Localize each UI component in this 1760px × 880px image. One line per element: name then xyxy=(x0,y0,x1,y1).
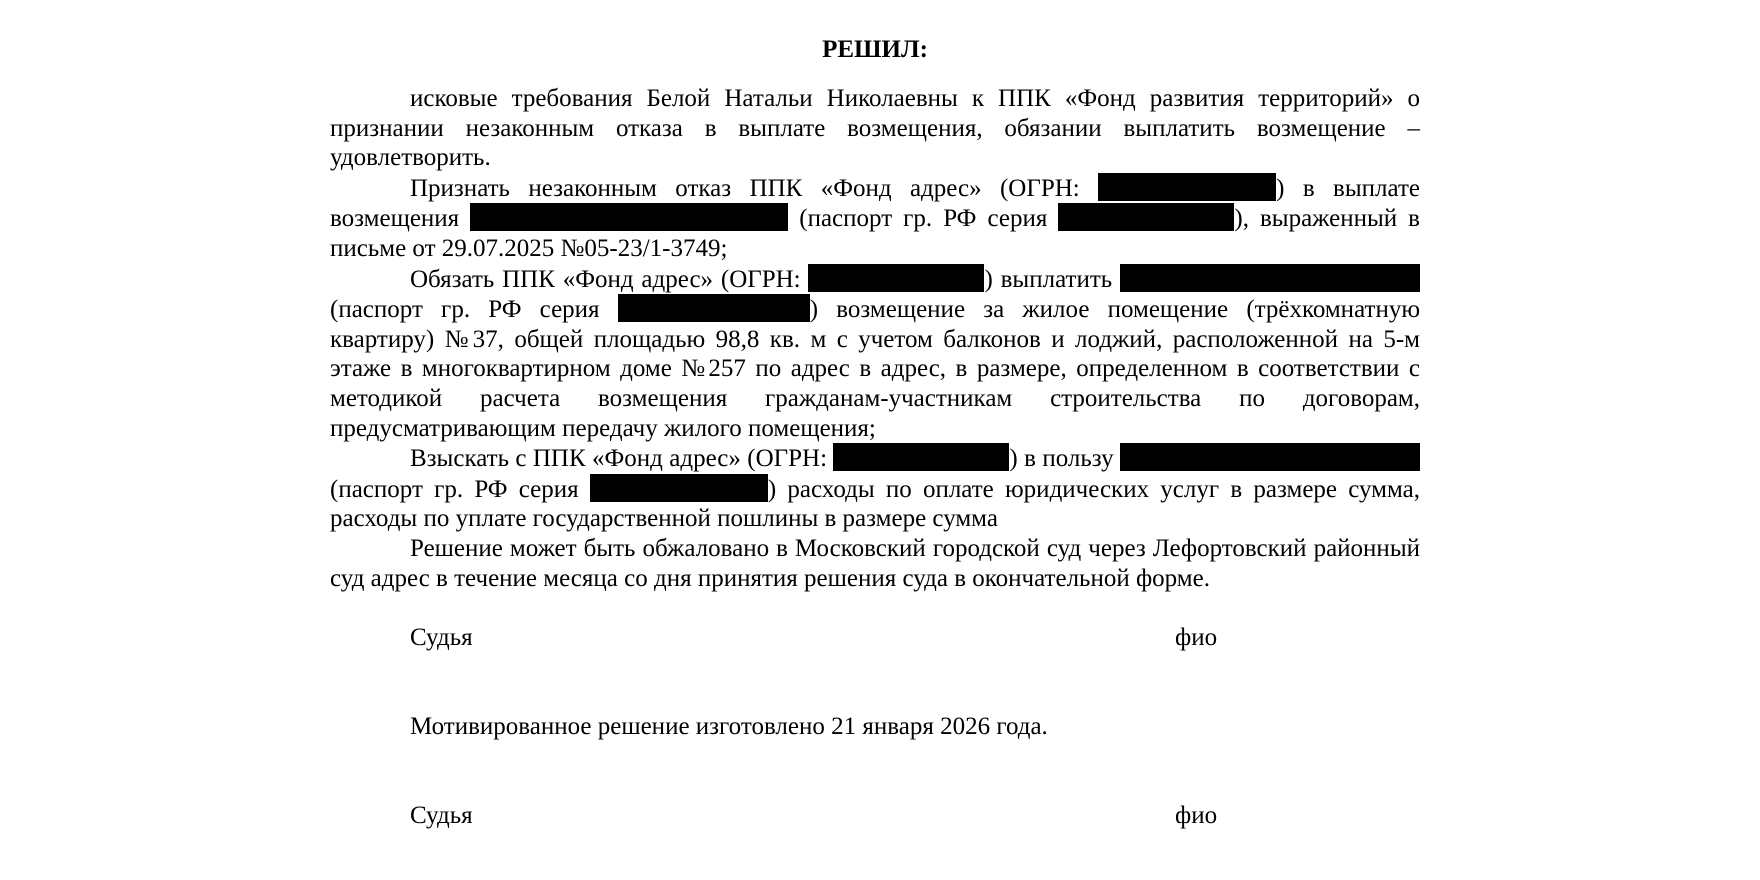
text-segment: ) расходы по оплате юридических услуг в размере сумма, расходы по уплате государственной пошлины в размере сумма xyxy=(330,475,1420,533)
text-segment: ) в выплате возмещения xyxy=(330,174,1420,233)
redaction-passport xyxy=(618,294,810,322)
spacer xyxy=(330,653,1420,712)
redaction-passport xyxy=(1058,203,1234,231)
text-segment: ) выплатить xyxy=(984,265,1120,293)
paragraph-appeal: Решение может быть обжаловано в Московский городской суд через Лефортовский районный суд адрес в течение месяца со дня принятия решения суда в окончательной форме. xyxy=(330,534,1420,592)
text-segment: Признать незаконным отказ ППК «Фонд адрес» (ОГРН: xyxy=(410,174,1099,202)
signature-block xyxy=(330,623,1420,653)
text-segment: ), выраженный в письме от 29.07.2025 №05-23/1-3749; xyxy=(330,205,1420,262)
spacer xyxy=(330,742,1420,801)
redaction-person-name xyxy=(470,203,788,231)
spacer xyxy=(330,593,1420,623)
redaction-ogrn xyxy=(808,264,984,292)
redaction-ogrn xyxy=(1098,173,1276,201)
signature-role: Судья xyxy=(410,801,473,829)
redaction-person-name xyxy=(1120,443,1420,471)
signature-name: фио xyxy=(1175,801,1218,829)
text-segment: (паспорт гр. РФ серия xyxy=(330,296,618,324)
text-segment: Обязать ППК «Фонд адрес» (ОГРН: xyxy=(410,265,809,293)
document-page xyxy=(330,30,1420,831)
text-segment: Взыскать с ППК «Фонд адрес» (ОГРН: xyxy=(410,445,834,473)
paragraph-claims: исковые требования Белой Натальи Николаевны к ППК «Фонд развития территорий» о признании незаконным отказа в выплате возмещения, обязании выплатить возмещение – удовлетворить. xyxy=(330,85,1420,172)
reasoned-decision-note: Мотивированное решение изготовлено 21 января 2026 года. xyxy=(410,713,1048,741)
text-segment: (паспорт гр. РФ серия xyxy=(788,205,1059,233)
redaction-person-name xyxy=(1120,264,1420,292)
redaction-passport xyxy=(590,474,768,502)
text-segment: ) возмещение за жилое помещение (трёхкомнатную квартиру) №37, общей площадью 98,8 кв. м с учетом балконов и лоджий, расположенной на 5-м этаже в многоквартирном доме №257 по адрес в адрес, в размере, определенном в соответствии с методикой расчета возмещения гражданам-участникам строительства по договорам, предусматривающим передачу жилого помещения; xyxy=(330,296,1420,442)
text-segment: ) в пользу xyxy=(1009,445,1120,473)
signature-block xyxy=(330,801,1420,831)
decision-heading: РЕШИЛ: xyxy=(822,36,928,63)
signature-role: Судья xyxy=(410,624,473,652)
signature-name: фио xyxy=(1175,624,1218,652)
paragraph-obligate-payment xyxy=(330,264,1420,444)
text-segment: (паспорт гр. РФ серия xyxy=(330,475,590,503)
paragraph-recover-expenses xyxy=(330,443,1420,534)
paragraph-recognize-refusal xyxy=(330,173,1420,264)
redaction-ogrn xyxy=(833,443,1009,471)
